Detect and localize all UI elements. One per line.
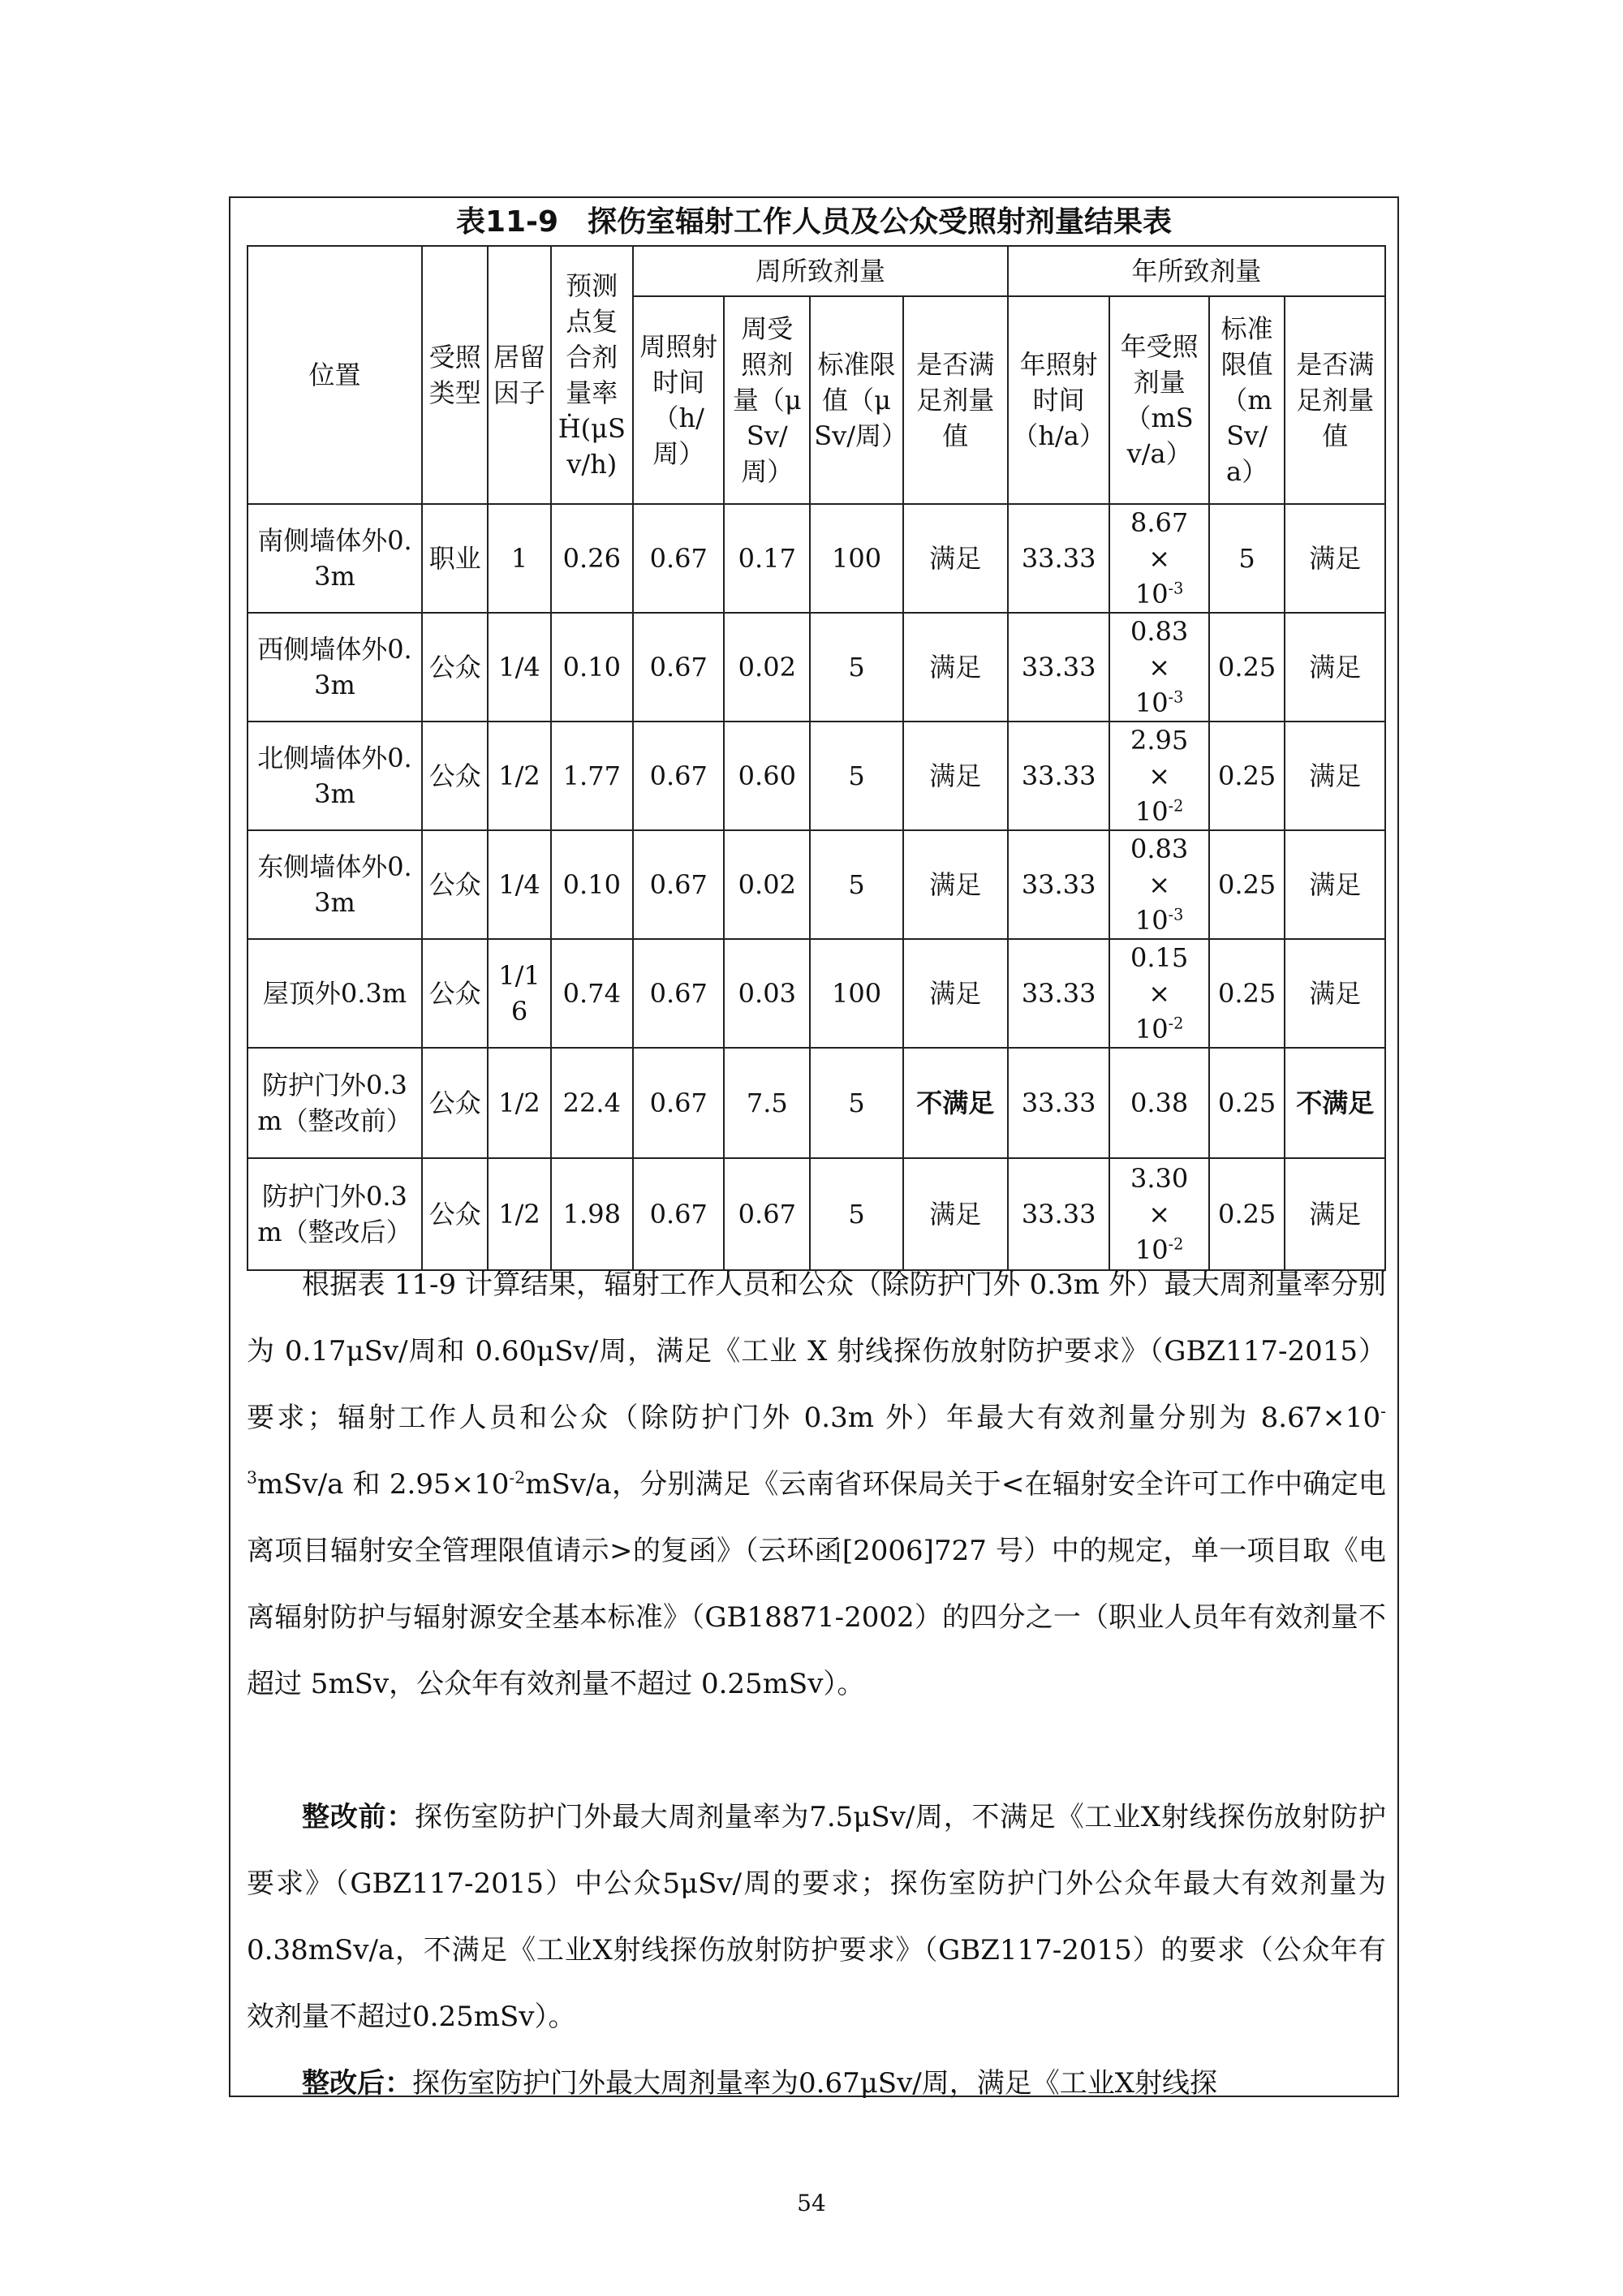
- dose-results-table: [247, 245, 1386, 1271]
- header-annual-group: 年所致剂量: [1008, 246, 1385, 296]
- after-rectification-lead: 整改后：: [302, 2067, 412, 2100]
- table-row: [248, 504, 1385, 613]
- header-annual-limit: 标准限值（mSv/a）: [1209, 296, 1285, 504]
- header-weekly-limit: 标准限值（μSv/周）: [810, 296, 903, 504]
- cell-weekly-time: 0.67: [633, 1048, 724, 1158]
- content-frame: [229, 196, 1399, 2100]
- header-annual-meets: 是否满足剂量值: [1285, 296, 1385, 504]
- table-row: [248, 830, 1385, 939]
- annual-dose-exponent: -2: [1168, 1014, 1184, 1033]
- cell-location: 防护门外0.3m（整改后）: [248, 1158, 422, 1270]
- annual-dose-mantissa: 0.83: [1130, 616, 1189, 647]
- cell-weekly-limit: 5: [810, 830, 903, 939]
- cell-annual-meets: 不满足: [1285, 1048, 1385, 1158]
- cell-annual-dose: [1109, 504, 1208, 613]
- cell-annual-meets: 满足: [1285, 504, 1385, 613]
- cell-weekly-limit: 100: [810, 939, 903, 1048]
- annual-dose-mantissa: 0.83: [1130, 834, 1189, 864]
- cell-occupancy: 1/2: [488, 1048, 550, 1158]
- cell-annual-time: 33.33: [1008, 722, 1110, 830]
- annual-dose-mantissa: 3.30: [1130, 1163, 1189, 1194]
- header-weekly-time: 周照射时间（h/周）: [633, 296, 724, 504]
- cell-weekly-dose: 7.5: [724, 1048, 810, 1158]
- cell-occupancy: 1/2: [488, 722, 550, 830]
- cell-annual-dose: [1109, 830, 1208, 939]
- cell-annual-limit: 0.25: [1209, 1048, 1285, 1158]
- cell-annual-dose: [1109, 1048, 1208, 1158]
- annual-dose-base: 10: [1134, 579, 1169, 610]
- cell-location: 东侧墙体外0.3m: [248, 830, 422, 939]
- cell-exposure-type: 公众: [422, 722, 489, 830]
- cell-predicted-rate: 0.74: [551, 939, 633, 1048]
- cell-annual-dose: [1109, 722, 1208, 830]
- annual-dose-times: ×: [1148, 652, 1170, 683]
- annual-dose-base: 10: [1134, 905, 1169, 936]
- header-predicted-rate: 预测点复合剂量率Ḣ(μSv/h): [551, 246, 633, 504]
- cell-occupancy: 1/4: [488, 613, 550, 722]
- paragraph-after-rectification: [247, 2050, 1386, 2117]
- annual-dose-base: 10: [1134, 796, 1169, 827]
- cell-weekly-dose: 0.67: [724, 1158, 810, 1270]
- cell-location: 北侧墙体外0.3m: [248, 722, 422, 830]
- exponent-1: -3: [247, 1401, 1386, 1488]
- paragraph-results-part-1: 根据表 11-9 计算结果，辐射工作人员和公众（除防护门外 0.3m 外）最大周剂量率分别为 0.17μSv/周和 0.60μSv/周，满足《工业 X 射线探伤放射防护要求》（GBZ117-2015）要求；辐射工作人员和公众（除防护门外 0.3m 外）年最大有效剂量分别为 8.67×10: [247, 1269, 1386, 1434]
- cell-weekly-meets: 满足: [903, 613, 1008, 722]
- cell-annual-limit: 0.25: [1209, 830, 1285, 939]
- annual-dose-times: ×: [1148, 543, 1170, 574]
- cell-occupancy: 1: [488, 504, 550, 613]
- cell-annual-meets: 满足: [1285, 722, 1385, 830]
- cell-exposure-type: 公众: [422, 613, 489, 722]
- cell-weekly-time: 0.67: [633, 939, 724, 1048]
- cell-location: 屋顶外0.3m: [248, 939, 422, 1048]
- annual-dose-base: 10: [1134, 1234, 1169, 1265]
- cell-annual-limit: 0.25: [1209, 613, 1285, 722]
- cell-weekly-meets: 满足: [903, 504, 1008, 613]
- cell-weekly-limit: 5: [810, 613, 903, 722]
- cell-weekly-time: 0.67: [633, 504, 724, 613]
- cell-weekly-dose: 0.17: [724, 504, 810, 613]
- cell-location: 南侧墙体外0.3m: [248, 504, 422, 613]
- header-annual-dose: 年受照剂量（mSv/a）: [1109, 296, 1208, 504]
- cell-annual-dose: [1109, 613, 1208, 722]
- table-row: [248, 1048, 1385, 1158]
- cell-weekly-meets: 满足: [903, 830, 1008, 939]
- cell-predicted-rate: 0.10: [551, 613, 633, 722]
- annual-dose-mantissa: 0.15: [1130, 942, 1189, 973]
- table-row: [248, 939, 1385, 1048]
- cell-annual-limit: 5: [1209, 504, 1285, 613]
- header-location: 位置: [248, 246, 422, 504]
- cell-weekly-meets: 不满足: [903, 1048, 1008, 1158]
- cell-exposure-type: 公众: [422, 939, 489, 1048]
- cell-weekly-dose: 0.03: [724, 939, 810, 1048]
- annual-dose-times: ×: [1148, 760, 1170, 791]
- cell-weekly-time: 0.67: [633, 1158, 724, 1270]
- cell-occupancy: 1/16: [488, 939, 550, 1048]
- annual-dose-mantissa: 0.38: [1130, 1088, 1189, 1118]
- cell-annual-meets: 满足: [1285, 830, 1385, 939]
- annual-dose-base: 10: [1134, 1014, 1169, 1045]
- cell-weekly-time: 0.67: [633, 722, 724, 830]
- cell-annual-meets: 满足: [1285, 939, 1385, 1048]
- cell-annual-meets: 满足: [1285, 613, 1385, 722]
- cell-exposure-type: 公众: [422, 1158, 489, 1270]
- header-weekly-group: 周所致剂量: [633, 246, 1008, 296]
- cell-weekly-limit: 5: [810, 1048, 903, 1158]
- annual-dose-exponent: -3: [1168, 905, 1184, 924]
- header-occupancy: 居留因子: [488, 246, 550, 504]
- cell-predicted-rate: 0.10: [551, 830, 633, 939]
- table-row: [248, 613, 1385, 722]
- paragraph-before-rectification: [247, 1784, 1386, 2050]
- cell-weekly-limit: 5: [810, 722, 903, 830]
- cell-occupancy: 1/2: [488, 1158, 550, 1270]
- exponent-2: -2: [509, 1467, 526, 1488]
- annual-dose-times: ×: [1148, 869, 1170, 900]
- cell-weekly-dose: 0.02: [724, 613, 810, 722]
- cell-weekly-limit: 100: [810, 504, 903, 613]
- cell-weekly-limit: 5: [810, 1158, 903, 1270]
- cell-exposure-type: 职业: [422, 504, 489, 613]
- annual-dose-base: 10: [1134, 687, 1169, 718]
- cell-annual-limit: 0.25: [1209, 939, 1285, 1048]
- cell-predicted-rate: 1.98: [551, 1158, 633, 1270]
- cell-predicted-rate: 0.26: [551, 504, 633, 613]
- cell-weekly-meets: 满足: [903, 722, 1008, 830]
- cell-annual-time: 33.33: [1008, 613, 1110, 722]
- cell-predicted-rate: 22.4: [551, 1048, 633, 1158]
- header-weekly-dose: 周受照剂量（μSv/周）: [724, 296, 810, 504]
- cell-exposure-type: 公众: [422, 830, 489, 939]
- table-row: [248, 722, 1385, 830]
- header-exposure-type: 受照类型: [422, 246, 489, 504]
- cell-annual-time: 33.33: [1008, 939, 1110, 1048]
- cell-predicted-rate: 1.77: [551, 722, 633, 830]
- cell-annual-meets: 满足: [1285, 1158, 1385, 1270]
- cell-weekly-dose: 0.02: [724, 830, 810, 939]
- paragraph-results-part-2: mSv/a 和 2.95×10: [256, 1468, 510, 1501]
- cell-annual-limit: 0.25: [1209, 1158, 1285, 1270]
- cell-weekly-dose: 0.60: [724, 722, 810, 830]
- cell-weekly-meets: 满足: [903, 939, 1008, 1048]
- annual-dose-exponent: -3: [1168, 579, 1184, 598]
- annual-dose-times: ×: [1148, 978, 1170, 1009]
- annual-dose-exponent: -2: [1168, 796, 1184, 816]
- cell-location: 防护门外0.3m（整改前）: [248, 1048, 422, 1158]
- before-rectification-lead: 整改前：: [302, 1801, 415, 1833]
- cell-annual-time: 33.33: [1008, 830, 1110, 939]
- header-weekly-meets: 是否满足剂量值: [903, 296, 1008, 504]
- header-row-1: [248, 246, 1385, 296]
- cell-annual-dose: [1109, 939, 1208, 1048]
- table-title: 表11-9 探伤室辐射工作人员及公众受照射剂量结果表: [455, 205, 1173, 239]
- cell-location: 西侧墙体外0.3m: [248, 613, 422, 722]
- cell-weekly-time: 0.67: [633, 613, 724, 722]
- annual-dose-exponent: -2: [1168, 1234, 1184, 1254]
- annual-dose-exponent: -3: [1168, 687, 1184, 707]
- cell-weekly-time: 0.67: [633, 830, 724, 939]
- annual-dose-times: ×: [1148, 1199, 1170, 1230]
- annual-dose-mantissa: 8.67: [1130, 507, 1189, 538]
- header-annual-time: 年照射时间（h/a）: [1008, 296, 1110, 504]
- cell-weekly-meets: 满足: [903, 1158, 1008, 1270]
- annual-dose-mantissa: 2.95: [1130, 725, 1189, 756]
- paragraph-results: [247, 1251, 1386, 1717]
- cell-annual-time: 33.33: [1008, 504, 1110, 613]
- cell-occupancy: 1/4: [488, 830, 550, 939]
- paragraph-results-part-3: mSv/a，分别满足《云南省环保局关于<在辐射安全许可工作中确定电离项目辐射安全管理限值请示>的复函》（云环函[2006]727 号）中的规定，单一项目取《电离辐射防护与辐射源安全基本标准》（GB18871-2002）的四分之一（职业人员年有效剂量不超过 5mSv，公众年有效剂量不超过 0.25mSv）。: [247, 1468, 1386, 1700]
- cell-exposure-type: 公众: [422, 1048, 489, 1158]
- cell-annual-limit: 0.25: [1209, 722, 1285, 830]
- cell-annual-time: 33.33: [1008, 1048, 1110, 1158]
- page-number: 54: [797, 2190, 826, 2216]
- before-rectification-text: 探伤室防护门外最大周剂量率为7.5μSv/周，不满足《工业X射线探伤放射防护要求》（GBZ117-2015）中公众5μSv/周的要求；探伤室防护门外公众年最大有效剂量为0.38mSv/a，不满足《工业X射线探伤放射防护要求》（GBZ117-2015）的要求（公众年有效剂量不超过0.25mSv）。: [247, 1801, 1387, 2033]
- after-rectification-text: 探伤室防护门外最大周剂量率为0.67μSv/周，满足《工业X射线探: [412, 2067, 1217, 2100]
- cell-annual-time: 33.33: [1008, 1158, 1110, 1270]
